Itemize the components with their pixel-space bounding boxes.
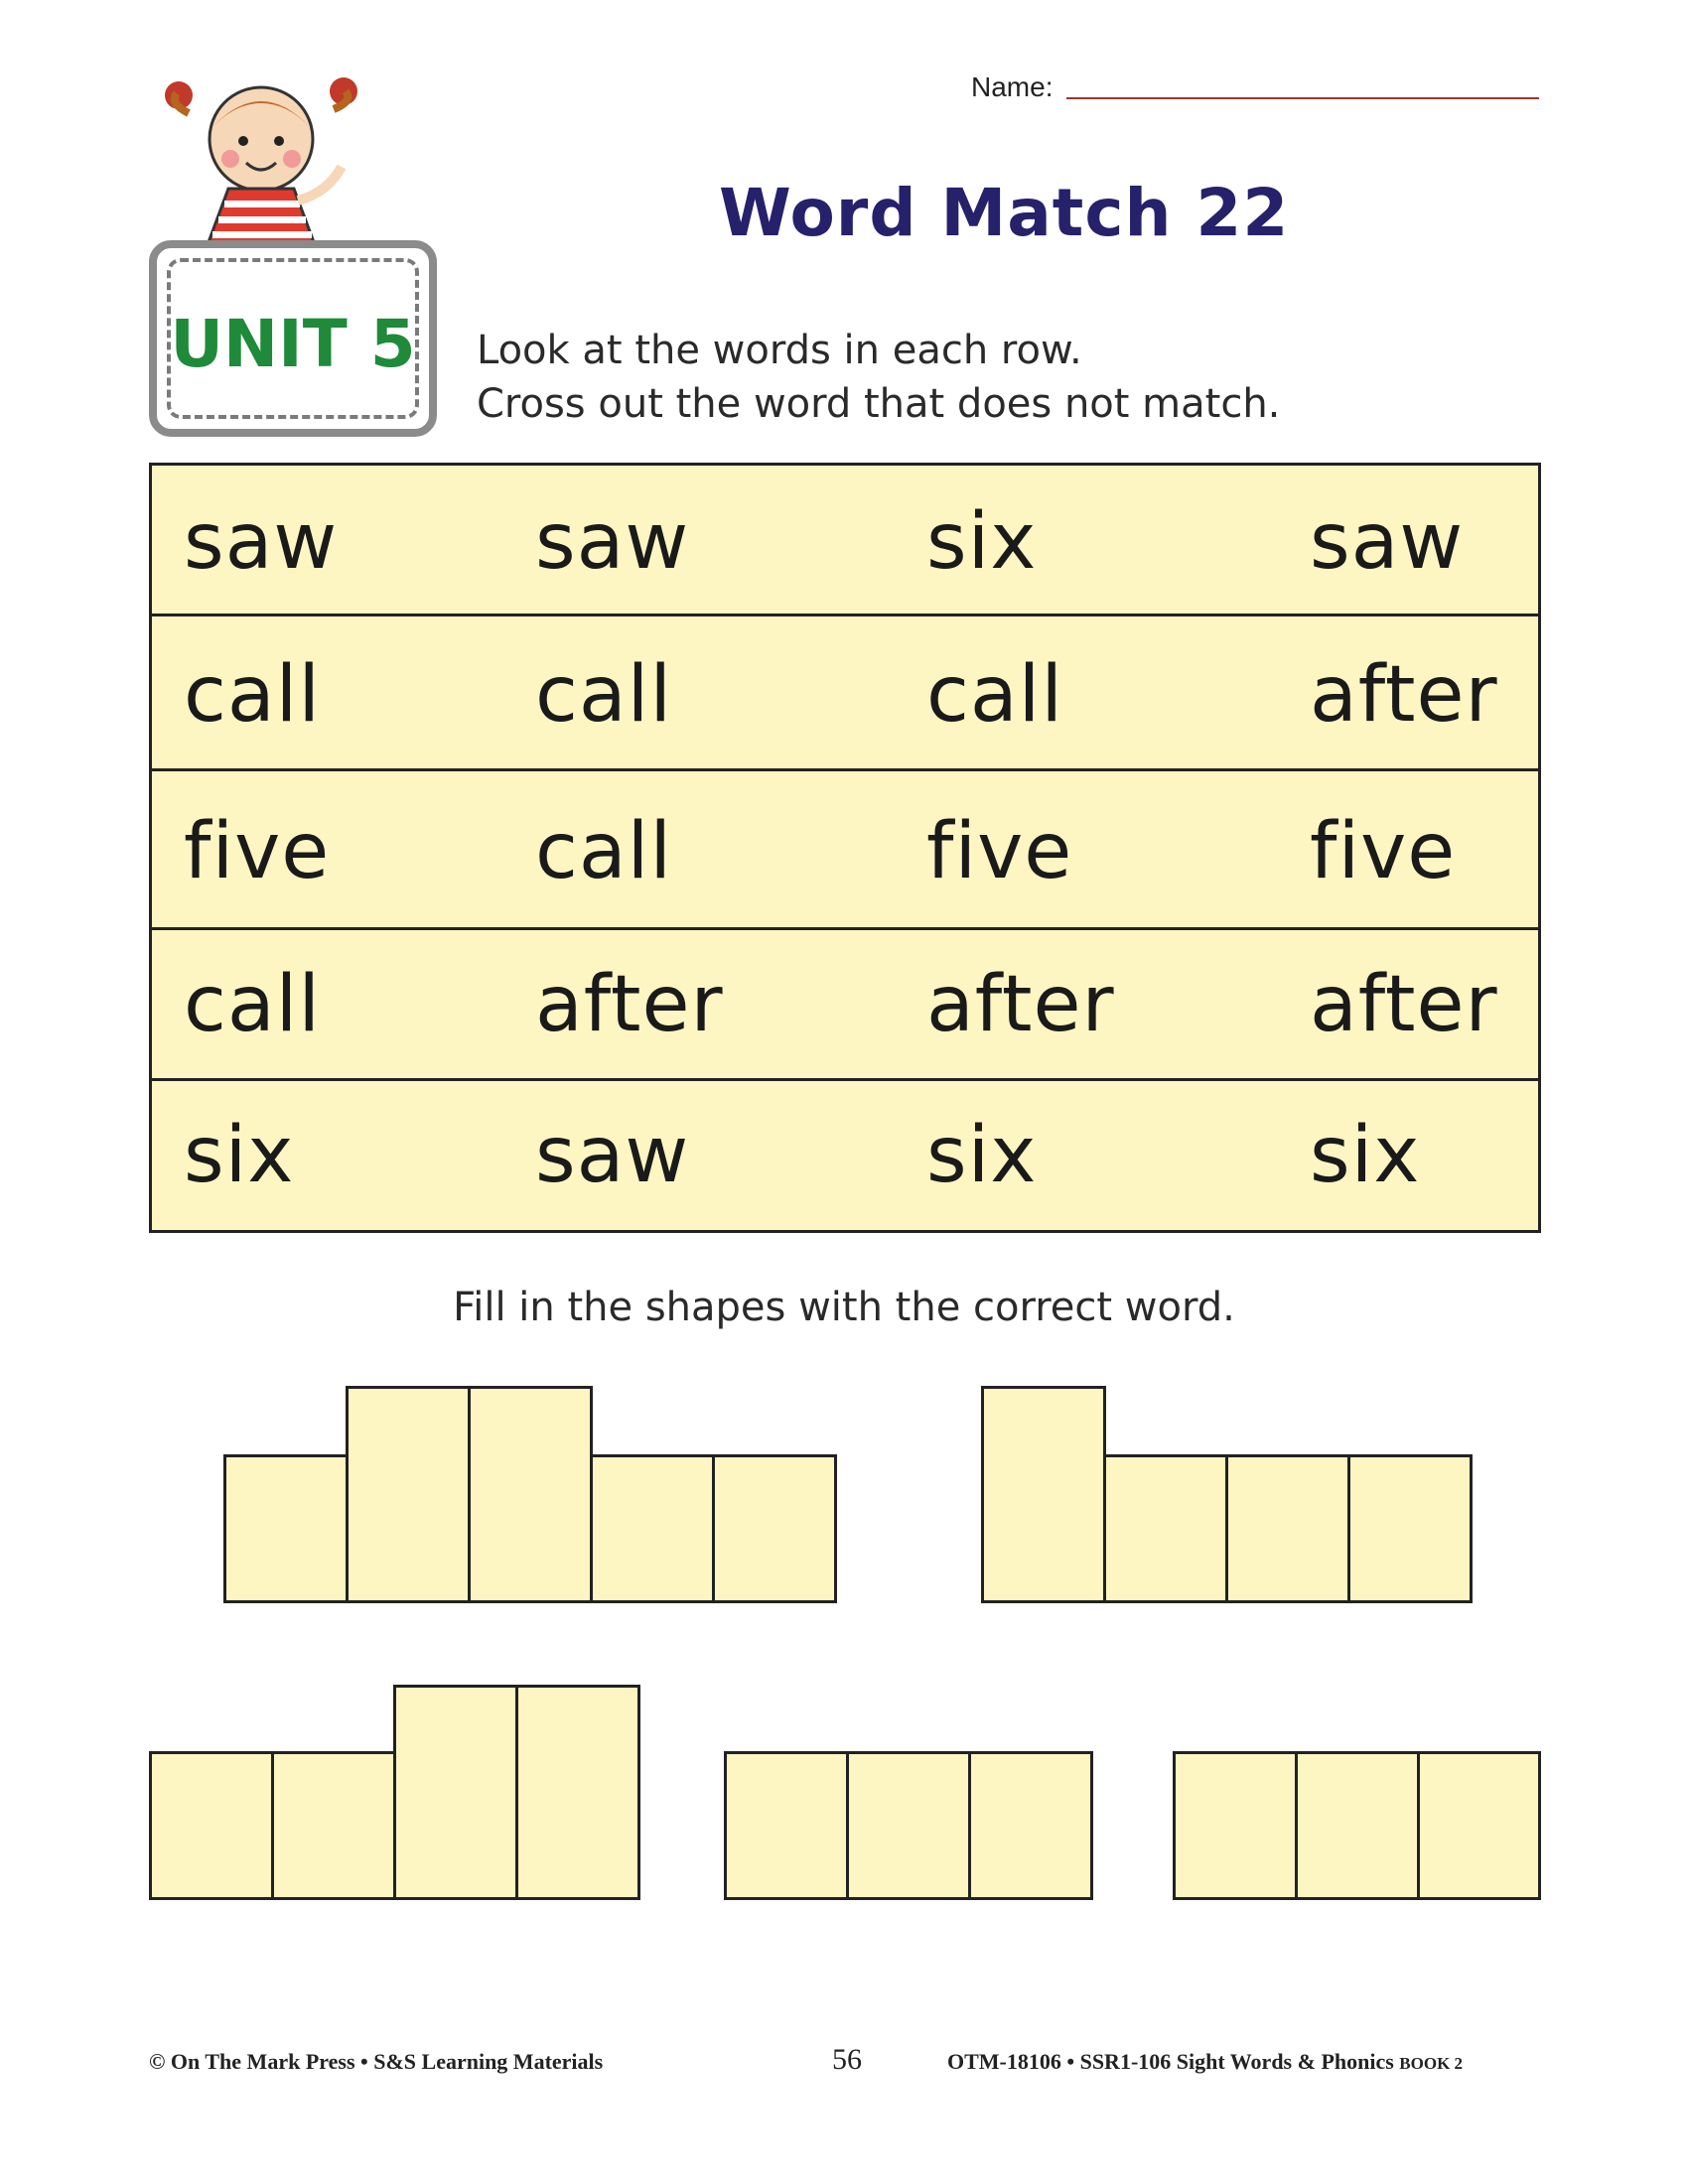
word-cell[interactable]: saw	[1310, 497, 1465, 587]
word-cell[interactable]: call	[535, 650, 673, 740]
word-cell[interactable]: call	[926, 650, 1064, 740]
footer-product-title: OTM-18106 • SSR1-106 Sight Words & Phonics	[947, 2049, 1394, 2074]
word-cell[interactable]: six	[926, 1111, 1038, 1200]
word-row	[152, 616, 1538, 771]
word-cell[interactable]: after	[1310, 650, 1498, 740]
word-cell[interactable]: saw	[184, 497, 339, 587]
letter-box[interactable]	[846, 1751, 971, 1900]
word-cell[interactable]: saw	[535, 497, 690, 587]
word-cell[interactable]: call	[184, 960, 322, 1049]
word-cell[interactable]: five	[184, 807, 331, 896]
unit-label: UNIT 5	[170, 306, 416, 382]
letter-box[interactable]	[149, 1751, 274, 1900]
letter-box[interactable]	[1173, 1751, 1298, 1900]
worksheet-title: Word Match 22	[719, 175, 1290, 251]
word-cell[interactable]: after	[535, 960, 724, 1049]
word-match-table	[149, 463, 1541, 1233]
word-cell[interactable]: call	[535, 807, 673, 896]
letter-box[interactable]	[223, 1454, 349, 1603]
letter-box[interactable]	[346, 1386, 471, 1603]
letter-box[interactable]	[1225, 1454, 1350, 1603]
name-field-line[interactable]	[1066, 97, 1539, 99]
footer-product-code	[947, 2049, 1463, 2075]
letter-box[interactable]	[968, 1751, 1093, 1900]
word-cell[interactable]: five	[1310, 807, 1457, 896]
word-cell[interactable]: six	[926, 497, 1038, 587]
name-label: Name:	[971, 71, 1054, 102]
footer-copyright: © On The Mark Press • S&S Learning Materials	[149, 2049, 604, 2074]
letter-box[interactable]	[271, 1751, 396, 1900]
letter-box[interactable]	[1347, 1454, 1473, 1603]
word-row	[152, 771, 1538, 930]
word-row	[152, 466, 1538, 616]
footer-book-label: BOOK 2	[1399, 2054, 1464, 2073]
instructions	[477, 324, 1280, 431]
instruction-line-1: Look at the words in each row.	[477, 328, 1082, 373]
letter-box[interactable]	[1295, 1751, 1420, 1900]
letter-box[interactable]	[590, 1454, 715, 1603]
word-cell[interactable]: call	[184, 650, 322, 740]
letter-box[interactable]	[1417, 1751, 1541, 1900]
word-cell[interactable]: six	[184, 1111, 295, 1200]
letter-box[interactable]	[1103, 1454, 1228, 1603]
word-cell[interactable]: five	[926, 807, 1073, 896]
unit-badge	[149, 240, 437, 437]
letter-box[interactable]	[468, 1386, 593, 1603]
word-cell[interactable]: after	[1310, 960, 1498, 1049]
fill-instruction: Fill in the shapes with the correct word.	[453, 1285, 1235, 1330]
letter-box[interactable]	[515, 1685, 640, 1900]
word-cell[interactable]: saw	[535, 1111, 690, 1200]
word-row	[152, 1081, 1538, 1230]
letter-box[interactable]	[981, 1386, 1106, 1603]
letter-box[interactable]	[393, 1685, 518, 1900]
letter-box[interactable]	[724, 1751, 849, 1900]
word-row	[152, 930, 1538, 1081]
page-number: 56	[832, 2043, 862, 2076]
instruction-line-2: Cross out the word that does not match.	[477, 381, 1281, 427]
word-cell[interactable]: after	[926, 960, 1115, 1049]
letter-box[interactable]	[712, 1454, 837, 1603]
word-cell[interactable]: six	[1310, 1111, 1421, 1200]
